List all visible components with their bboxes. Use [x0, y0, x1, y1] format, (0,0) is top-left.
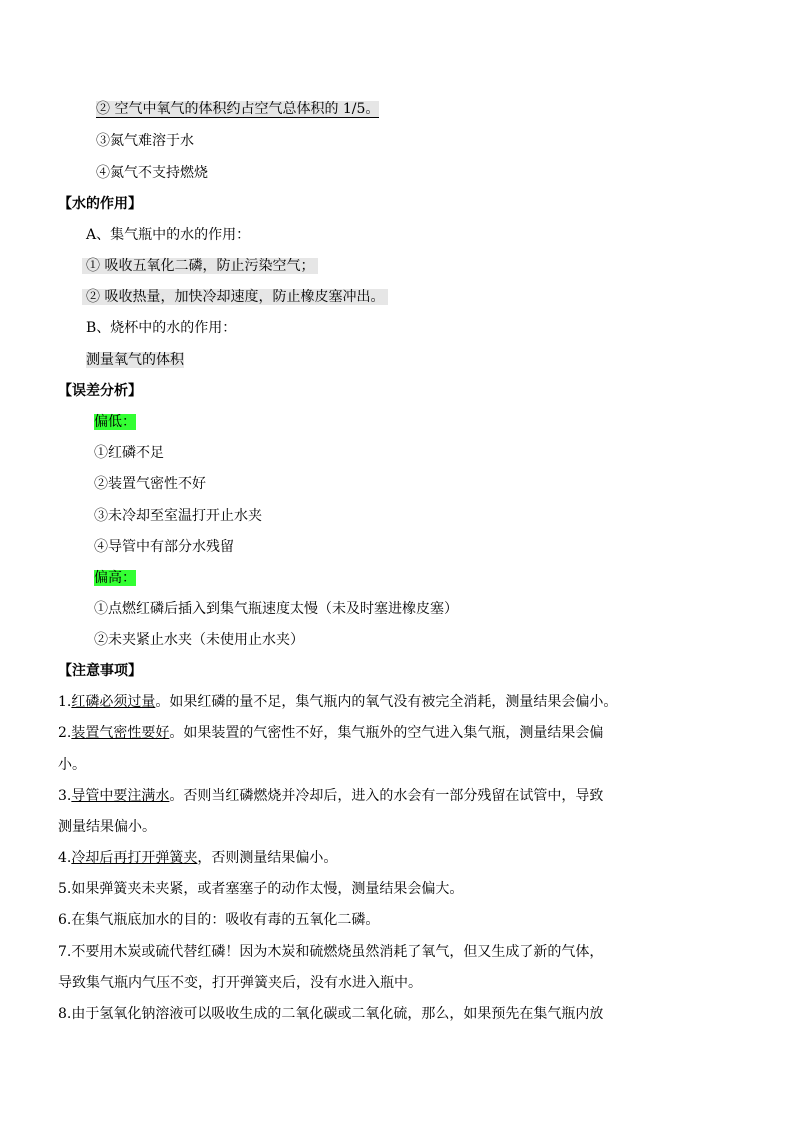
- text-line: ③氮气难溶于水: [96, 133, 194, 149]
- note-item: 4.冷却后再打开弹簧夹，否则测量结果偏小。: [58, 850, 338, 866]
- text-line: ④氮气不支持燃烧: [96, 165, 208, 181]
- note-item-cont: 导致集气瓶内气压不变，打开弹簧夹后，没有水进入瓶中。: [58, 975, 422, 991]
- section-heading: 【注意事项】: [58, 663, 142, 679]
- text-line: ②装置气密性不好: [94, 476, 206, 492]
- text-line: ②未夹紧止水夹（未使用止水夹）: [94, 632, 304, 648]
- text-line: [94, 568, 136, 588]
- text-line: [94, 412, 136, 432]
- text-line: A、集气瓶中的水的作用：: [86, 227, 251, 243]
- highlighted-text: 测量氧气的体积: [86, 352, 184, 368]
- note-item-cont: 小。: [58, 757, 86, 773]
- note-item: 3.导管中要注满水。否则当红磷燃烧并冷却后，进入的水会有一部分残留在试管中，导致: [58, 788, 604, 804]
- section-heading: 【水的作用】: [58, 196, 142, 212]
- text-line: [82, 287, 388, 307]
- high-label: 偏高：: [94, 570, 136, 586]
- note-item: 7.不要用木炭或硫代替红磷！因为木炭和硫燃烧虽然消耗了氧气，但又生成了新的气体，: [58, 944, 604, 960]
- section-heading: 【误差分析】: [58, 383, 142, 399]
- text-line: ③未冷却至室温打开止水夹: [94, 508, 262, 524]
- text-line: ①红磷不足: [94, 445, 164, 461]
- highlighted-text: ① 吸收五氧化二磷，防止污染空气；: [82, 258, 318, 274]
- low-label: 偏低：: [94, 414, 136, 430]
- oxygen-volume-text: ② 空气中氧气的体积约占空气总体积的 1/5。: [96, 101, 380, 117]
- note-item-cont: 测量结果偏小。: [58, 819, 156, 835]
- note-item: 2.装置气密性要好。如果装置的气密性不好，集气瓶外的空气进入集气瓶，测量结果会偏: [58, 725, 604, 741]
- text-line: [86, 350, 184, 370]
- text-line: ④导管中有部分水残留: [94, 539, 234, 555]
- note-item: 6.在集气瓶底加水的目的：吸收有毒的五氧化二磷。: [58, 912, 380, 928]
- text-line: B、烧杯中的水的作用：: [86, 320, 237, 336]
- note-item: 1.红磷必须过量。如果红磷的量不足，集气瓶内的氧气没有被完全消耗，测量结果会偏小。: [58, 694, 618, 710]
- note-item: 5.如果弹簧夹未夹紧，或者塞塞子的动作太慢，测量结果会偏大。: [58, 881, 464, 897]
- highlighted-text: ② 吸收热量，加快冷却速度，防止橡皮塞冲出。: [82, 289, 388, 305]
- note-item: 8.由于氢氧化钠溶液可以吸收生成的二氧化碳或二氧化硫，那么，如果预先在集气瓶内放: [58, 1006, 604, 1022]
- text-line: [82, 256, 318, 276]
- text-line: ①点燃红磷后插入到集气瓶速度太慢（未及时塞进橡皮塞）: [94, 601, 458, 617]
- text-line: [96, 99, 379, 119]
